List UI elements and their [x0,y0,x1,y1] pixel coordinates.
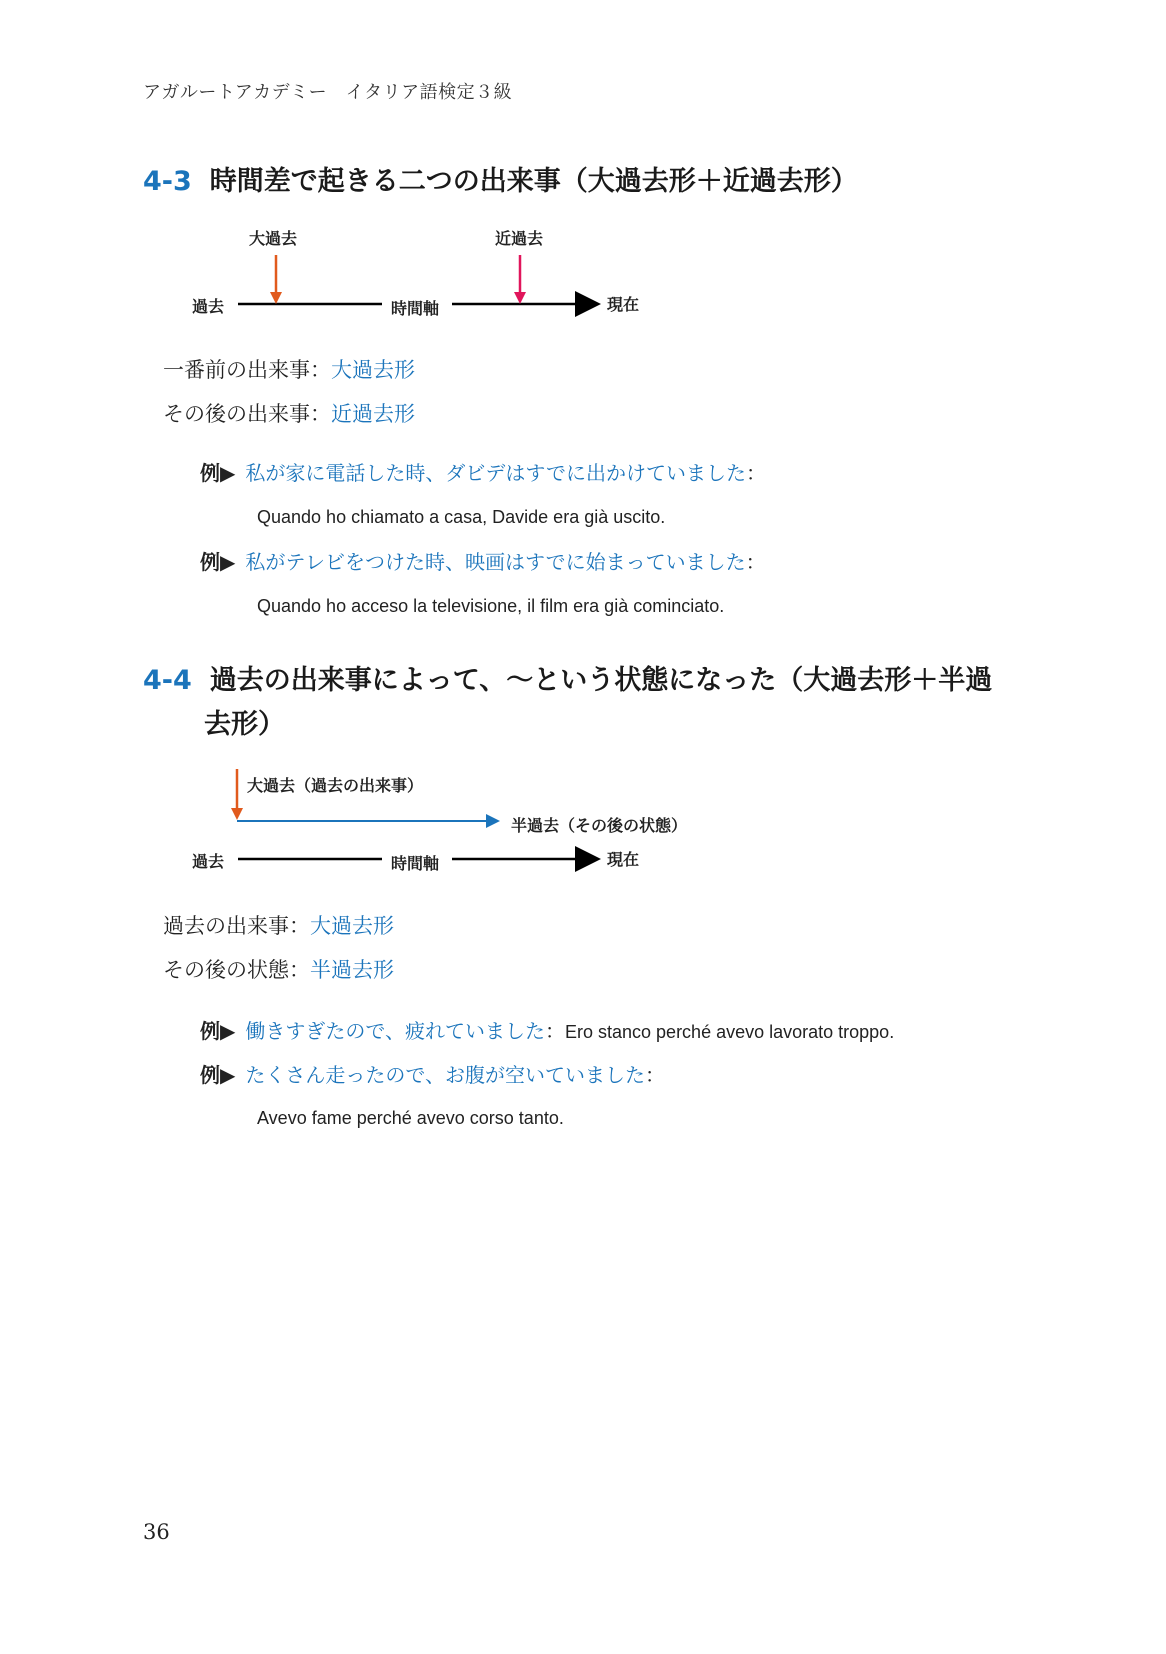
section-4-3-number: 4-3 [143,166,192,197]
example-japanese: 働きすぎたので、疲れていました [245,1019,545,1043]
example-italian: Quando ho chiamato a casa, Davide era già uscito. [257,507,666,527]
definition-term: 半過去形 [310,958,394,982]
diagram-label-present: 現在 [607,850,640,869]
example-marker: 例▶ [200,461,236,485]
example-marker: 例▶ [200,1063,236,1087]
definition-term: 大過去形 [331,358,415,382]
diagram-label-present: 現在 [607,295,640,314]
diagram-label-past: 過去 [192,852,225,871]
example-italian: Quando ho acceso la televisione, il film era già cominciato. [257,596,725,616]
example-4-4-2: 例▶ たくさん走ったので、お腹が空いていました： [200,1063,665,1087]
diagram-label-trapassato: 大過去（過去の出来事） [247,776,424,795]
example-japanese: 私が家に電話した時、ダビデはすでに出かけていました [245,461,746,485]
section-4-4-title-line1: 過去の出来事によって、～という状態になった（大過去形＋半過 [209,665,993,696]
definition-label: 過去の出来事： [163,914,310,938]
definition-term: 大過去形 [310,914,394,938]
example-japanese: たくさん走ったので、お腹が空いていました [245,1063,645,1087]
diagram-label-trapassato: 大過去 [249,229,298,248]
example-4-3-2: 例▶ 私がテレビをつけた時、映画はすでに始まっていました： [200,550,766,574]
example-italian: Ero stanco perché avevo lavorato troppo. [565,1022,895,1042]
diagram-label-passato-prossimo: 近過去 [495,229,544,248]
diagram-label-axis: 時間軸 [391,299,440,318]
definition-term: 近過去形 [331,402,415,426]
definition-label: 一番前の出来事： [163,358,331,382]
trapassato-arrowhead [231,808,243,820]
definition-label: その後の状態： [163,958,310,982]
page-number: 36 [143,1520,170,1544]
diagram-label-imperfetto: 半過去（その後の状態） [511,816,688,835]
axis-arrowhead [575,846,601,872]
section-4-4-title-line2: 去形） [204,709,285,740]
definition-later-state [163,954,394,984]
definition-past-event [163,910,394,940]
section-4-4-number: 4-4 [143,665,192,696]
example-4-3-1: 例▶ 私が家に電話した時、ダビデはすでに出かけていました： [200,461,766,485]
running-header: アガルートアカデミー イタリア語検定３級 [143,82,513,103]
example-japanese: 私がテレビをつけた時、映画はすでに始まっていました [245,550,746,574]
definition-label: その後の出来事： [163,402,331,426]
example-4-4-1: 例▶ 働きすぎたので、疲れていました：Ero stanco perché avevo lavorato troppo. [200,1019,895,1043]
example-marker: 例▶ [200,1019,236,1043]
example-marker: 例▶ [200,550,236,574]
diagram-label-axis: 時間軸 [391,854,440,873]
section-4-3-title-text: 時間差で起きる二つの出来事（大過去形＋近過去形） [209,166,858,197]
example-italian: Avevo fame perché avevo corso tanto. [257,1108,564,1128]
imperfetto-arrowhead [486,814,500,828]
diagram-label-past: 過去 [192,297,225,316]
